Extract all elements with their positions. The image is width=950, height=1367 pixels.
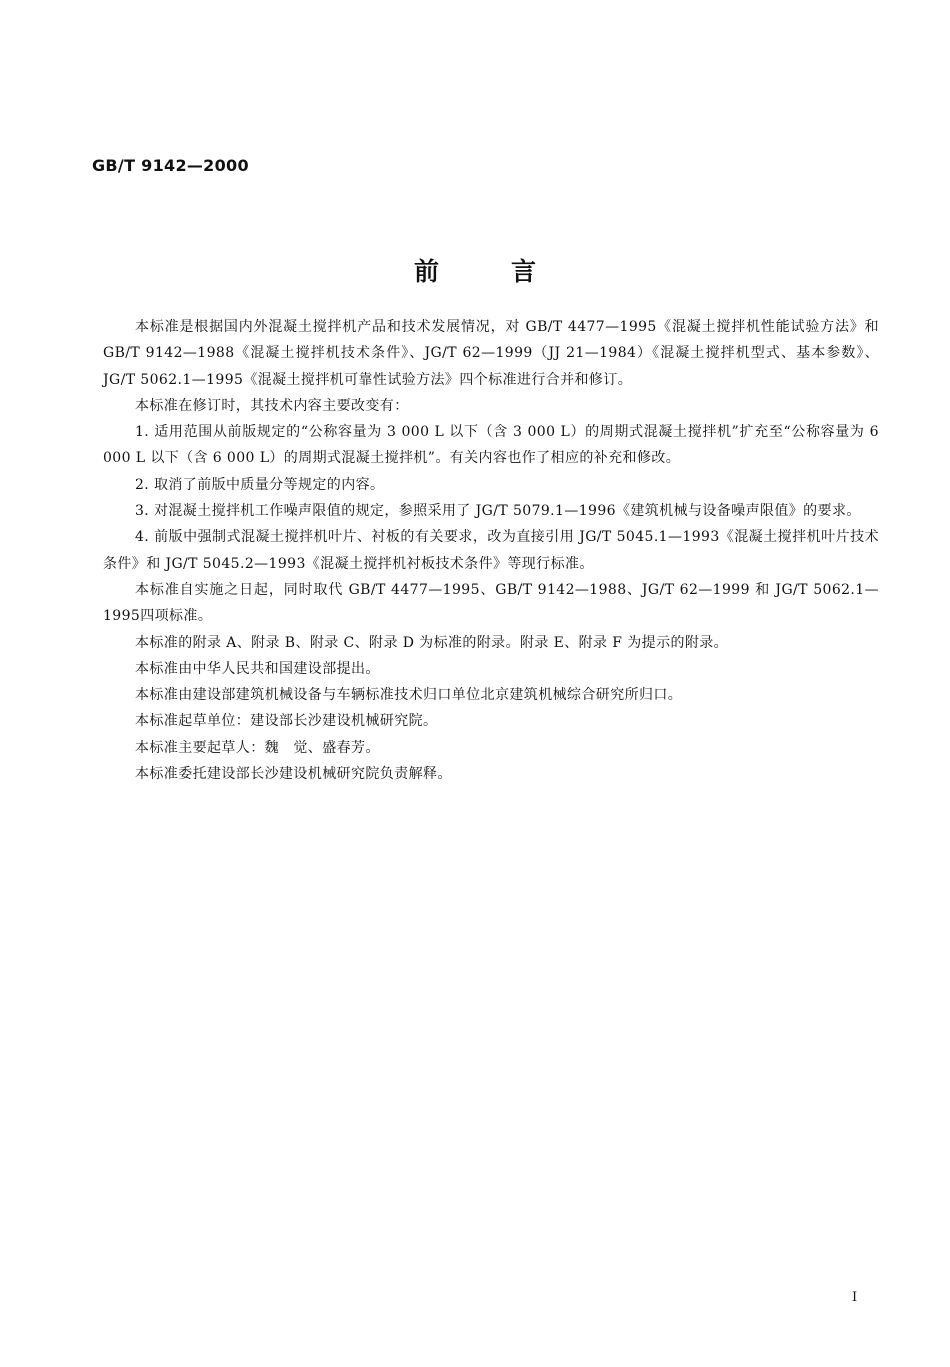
- paragraph: 3. 对混凝土搅拌机工作噪声限值的规定，参照采用了 JG/T 5079.1—1996《建筑机械与设备噪声限值》的要求。: [135, 503, 861, 520]
- page-number: I: [852, 1290, 858, 1305]
- foreword-body: [103, 314, 879, 787]
- paragraph: 本标准委托建设部长沙建设机械研究院负责解释。: [135, 766, 452, 783]
- page-title: 前言: [413, 257, 608, 286]
- paragraph: 本标准的附录 A、附录 B、附录 C、附录 D 为标准的附录。附录 E、附录 F 为提示的附录。: [135, 634, 729, 651]
- paragraph: 2. 取消了前版中质量分等规定的内容。: [135, 476, 385, 493]
- paragraph: 本标准起草单位：建设部长沙建设机械研究院。: [135, 713, 438, 730]
- paragraph: 本标准由建设部建筑机械设备与车辆标准技术归口单位北京建筑机械综合研究所归口。: [135, 687, 683, 704]
- paragraph: 本标准由中华人民共和国建设部提出。: [135, 660, 380, 677]
- paragraph: 本标准自实施之日起，同时取代 GB/T 4477—1995、GB/T 9142—1988、JG/T 62—1999 和 JG/T 5062.1—1995四项标准。: [103, 581, 879, 625]
- document-code: GB/T 9142—2000: [92, 156, 249, 175]
- paragraph: 4. 前版中强制式混凝土搅拌机叶片、衬板的有关要求，改为直接引用 JG/T 5045.1—1993《混凝土搅拌机叶片技术条件》和 JG/T 5045.2—1993《混凝土搅拌机衬板技术条件》等现行标准。: [103, 529, 879, 572]
- paragraph: 1. 适用范围从前版规定的“公称容量为 3 000 L 以下（含 3 000 L）的周期式混凝土搅拌机”扩充至“公称容量为 6 000 L 以下（含 6 000 L）的周期式混凝土搅拌机”。有关内容也作了相应的补充和修改。: [103, 424, 879, 467]
- paragraph: 本标准在修订时，其技术内容主要改变有：: [135, 397, 409, 414]
- paragraph: 本标准主要起草人：魏 觉、盛春芳。: [135, 739, 380, 756]
- paragraph: 本标准是根据国内外混凝土搅拌机产品和技术发展情况，对 GB/T 4477—1995《混凝土搅拌机性能试验方法》和 GB/T 9142—1988《混凝土搅拌机技术条件》、JG/T 62—1999（JJ 21—1984）《混凝土搅拌机型式、基本参数》、JG/T 5062.1—1995《混凝土搅拌机可靠性试验方法》四个标准进行合并和修订。: [103, 319, 879, 388]
